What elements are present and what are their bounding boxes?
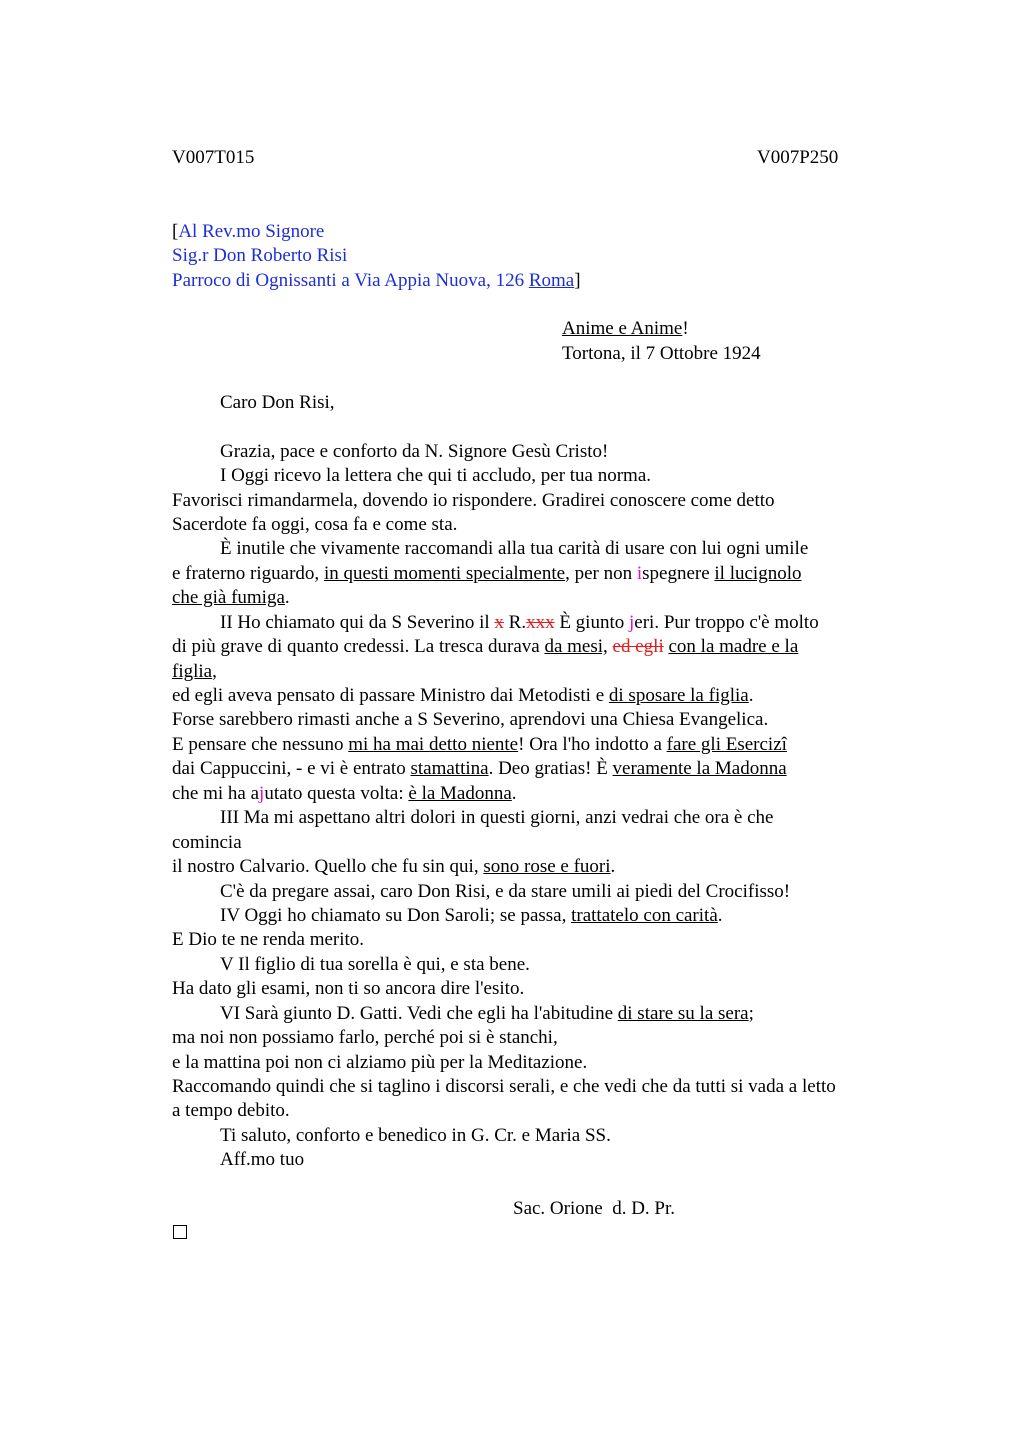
body-line: Raccomando quindi che si taglino i discorsi serali, e che vedi che da tutti si vada a letto (172, 1076, 836, 1097)
underlined-text: che già fumiga (172, 587, 285, 608)
address-line-2: Sig.r Don Roberto Risi (172, 245, 348, 266)
text-span: II Ho chiamato qui da S Severino il (220, 612, 495, 633)
text-span: utato questa volta: (264, 783, 409, 804)
underlined-text: da mesi, (544, 636, 608, 657)
body-line: III Ma mi aspettano altri dolori in questi giorni, anzi vedrai che ora è che (220, 807, 774, 828)
underlined-text: mi ha mai detto niente (348, 734, 519, 755)
underlined-text: con la madre e la (668, 636, 799, 657)
body-line: comincia (172, 832, 242, 853)
text-span: ed egli aveva pensato di passare Ministro dai Metodisti e (172, 685, 609, 706)
text-span: E pensare che nessuno (172, 734, 349, 755)
address-city: Roma (528, 270, 575, 291)
inserted-letter: j (259, 783, 265, 804)
text-span: È giunto (554, 612, 629, 633)
checkbox-square-icon (173, 1225, 187, 1239)
underlined-text: sono rose e fuori (483, 856, 611, 877)
salutation: Caro Don Risi, (220, 392, 335, 413)
text-span: eri. Pur troppo c'è molto (634, 612, 819, 633)
body-line (172, 635, 798, 659)
text-span: , per non (565, 563, 637, 584)
underlined-text: è la Madonna (408, 783, 512, 804)
text-span: R. (503, 612, 527, 633)
body-line: Forse sarebbero rimasti anche a S Severino, aprendovi una Chiesa Evangelica. (172, 709, 769, 730)
address-recipient-title: Al Rev.mo Signore (178, 221, 325, 242)
text-span: . (717, 905, 723, 926)
body-line: Sacerdote fa oggi, cosa fa e come sta. (172, 514, 458, 535)
text-span: ; (748, 1003, 754, 1024)
text-span: di più grave di quanto credessi. La tresca durava (172, 636, 545, 657)
address-line-3 (172, 269, 581, 293)
body-line: Favorisci rimandarmela, dovendo io rispondere. Gradirei conoscere come detto (172, 490, 775, 511)
body-line (172, 684, 753, 708)
document-code-right: V007P250 (757, 147, 839, 168)
underlined-text: di sposare la figlia (608, 685, 749, 706)
body-line (172, 660, 217, 684)
motto-punct: ! (682, 318, 689, 339)
body-line (172, 855, 615, 879)
body-line: e la mattina poi non ci alziamo più per la Meditazione. (172, 1052, 588, 1073)
underlined-text: in questi momenti specialmente (323, 563, 566, 584)
body-line (220, 904, 723, 928)
body-line (220, 1002, 754, 1026)
motto (562, 317, 689, 341)
address-open-bracket: [ (172, 221, 179, 242)
body-line: I Oggi ricevo la lettera che qui ti accludo, per tua norma. (220, 465, 652, 486)
body-line: a tempo debito. (172, 1100, 290, 1121)
underlined-text: veramente la Madonna (612, 758, 787, 779)
body-line: C'è da pregare assai, caro Don Risi, e da stare umili ai piedi del Crocifisso! (220, 881, 791, 902)
underlined-text: figlia (172, 661, 213, 682)
body-line: ma noi non possiamo farlo, perché poi si è stanchi, (172, 1027, 558, 1048)
underlined-text: fare gli Esercizî (666, 734, 787, 755)
motto-text: Anime e Anime (562, 318, 683, 339)
underlined-text: di stare su la sera (617, 1003, 749, 1024)
body-line (172, 586, 290, 610)
body-line (172, 733, 787, 757)
deleted-text: x (494, 612, 504, 633)
text-span: . (748, 685, 754, 706)
body-line: Ti saluto, conforto e benedico in G. Cr. e Maria SS. (220, 1125, 611, 1146)
text-span: e fraterno riguardo, (172, 563, 324, 584)
text-span: ! Ora l'ho indotto a (518, 734, 667, 755)
body-line (220, 611, 819, 635)
text-span: il nostro Calvario. Quello che fu sin qui, (172, 856, 484, 877)
text-span: , (212, 661, 217, 682)
text-span: dai Cappuccini, - e vi è entrato (172, 758, 411, 779)
text-span: . Deo gratias! È (488, 758, 613, 779)
text-span: . (511, 783, 517, 804)
text-span: VI Sarà giunto D. Gatti. Vedi che egli ha l'abitudine (220, 1003, 618, 1024)
underlined-text: trattatelo con carità (571, 905, 718, 926)
inserted-letter: i (636, 563, 643, 584)
body-line (172, 562, 801, 586)
address-street: Parroco di Ognissanti a Via Appia Nuova, 126 (172, 270, 529, 291)
document-code-left: V007T015 (172, 147, 255, 168)
text-span: IV Oggi ho chiamato su Don Saroli; se passa, (220, 905, 572, 926)
body-line: E Dio te ne renda merito. (172, 929, 365, 950)
address-close-bracket: ] (574, 270, 581, 291)
underlined-text: stamattina (410, 758, 489, 779)
signature: Sac. Orione d. D. Pr. (513, 1198, 676, 1219)
deleted-text: xxx (526, 612, 555, 633)
inserted-letter: j (629, 612, 635, 633)
body-line (172, 782, 517, 806)
body-line: V Il figlio di tua sorella è qui, e sta bene. (220, 954, 530, 975)
text-span: . (284, 587, 290, 608)
deleted-text: ed egli (612, 636, 664, 657)
body-line: È inutile che vivamente raccomandi alla tua carità di usare con lui ogni umile (220, 538, 809, 559)
place-date: Tortona, il 7 Ottobre 1924 (562, 343, 761, 364)
body-line: Ha dato gli esami, non ti so ancora dire l'esito. (172, 978, 525, 999)
body-line: Grazia, pace e conforto da N. Signore Gesù Cristo! (220, 441, 609, 462)
text-span: spegnere (642, 563, 715, 584)
text-span: che mi ha a (172, 783, 260, 804)
body-line: Aff.mo tuo (220, 1149, 305, 1170)
text-span: . (610, 856, 616, 877)
underlined-text: il lucignolo (714, 563, 802, 584)
address-line-1 (172, 220, 324, 244)
body-line (172, 757, 787, 781)
